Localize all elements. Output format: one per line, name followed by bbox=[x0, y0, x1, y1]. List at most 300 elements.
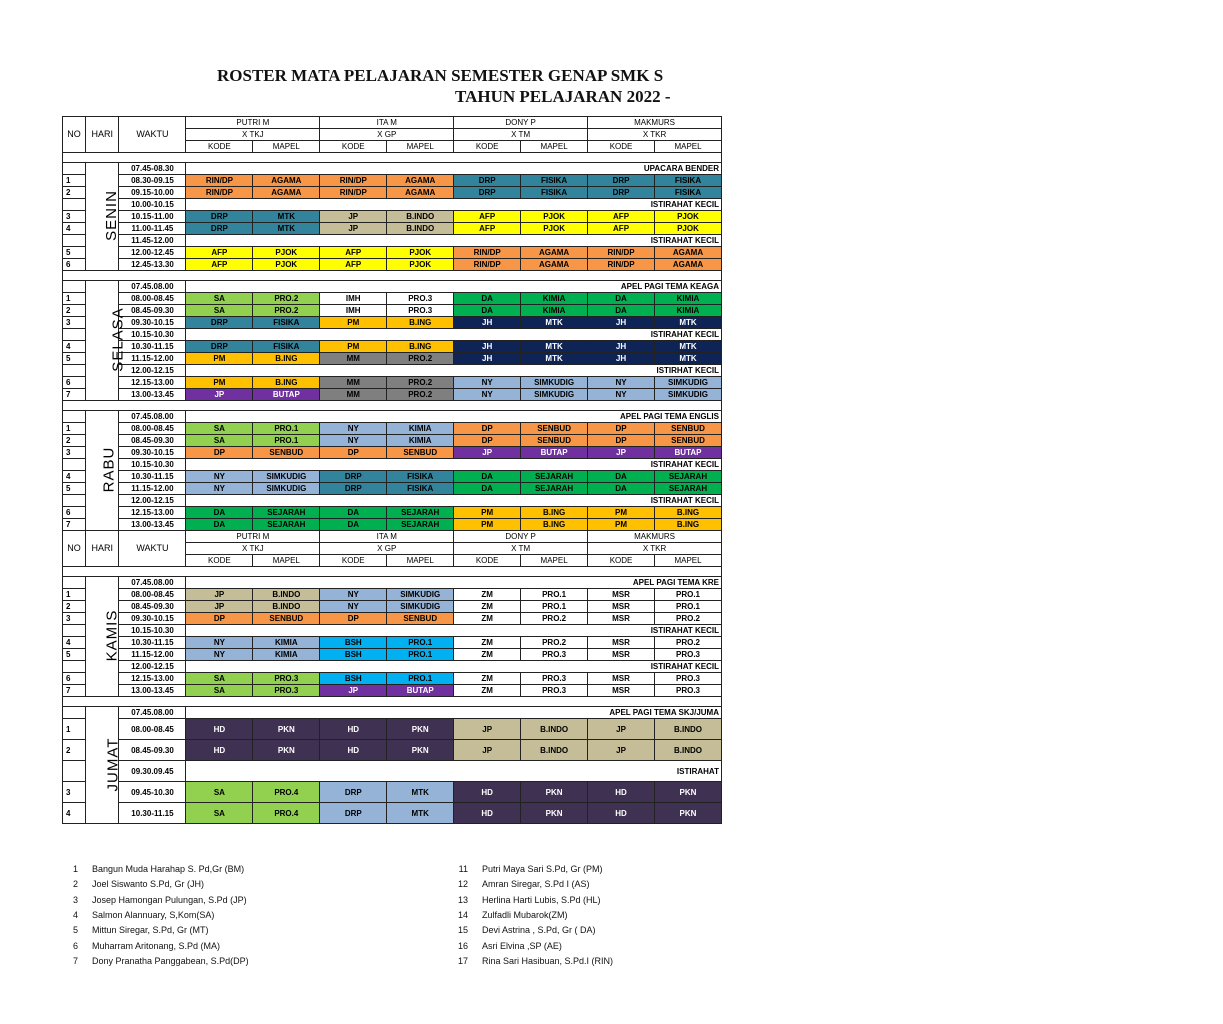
lesson-number: 3 bbox=[63, 211, 86, 223]
lesson-row bbox=[63, 803, 722, 824]
subject-name: MTK bbox=[387, 803, 454, 824]
subject-code: HD bbox=[588, 803, 655, 824]
time-slot: 11.15-12.00 bbox=[119, 649, 186, 661]
time-slot: 13.00-13.45 bbox=[119, 389, 186, 401]
subject-code: JH bbox=[454, 317, 521, 329]
time-slot: 08.00-08.45 bbox=[119, 719, 186, 740]
time-slot: 12.45-13.30 bbox=[119, 259, 186, 271]
header-teacher: DONY P bbox=[454, 117, 588, 129]
subject-code: DA bbox=[588, 483, 655, 495]
subject-name: MTK bbox=[521, 353, 588, 365]
subject-code: SA bbox=[186, 782, 253, 803]
header-mapel: MAPEL bbox=[387, 141, 454, 153]
lesson-number: 6 bbox=[63, 507, 86, 519]
header-kode: KODE bbox=[320, 555, 387, 567]
teacher-number: 11 bbox=[458, 864, 468, 874]
teacher-number: 12 bbox=[457, 879, 468, 890]
time-slot: 09.30-10.15 bbox=[119, 447, 186, 459]
subject-code: NY bbox=[186, 471, 253, 483]
break-row bbox=[63, 329, 722, 341]
subject-name: SIMKUDIG bbox=[521, 377, 588, 389]
break-row bbox=[63, 707, 722, 719]
subject-name: PRO.1 bbox=[387, 673, 454, 685]
subject-name: PRO.2 bbox=[387, 377, 454, 389]
subject-code: JP bbox=[588, 740, 655, 761]
lesson-number: 1 bbox=[63, 423, 86, 435]
lesson-number: 5 bbox=[63, 649, 86, 661]
subject-code: PM bbox=[320, 341, 387, 353]
break-label: ISTIRAHAT KECIL bbox=[186, 329, 722, 341]
day-label-cell bbox=[86, 163, 119, 271]
subject-code: HD bbox=[186, 719, 253, 740]
subject-name: MTK bbox=[655, 341, 722, 353]
subject-code: SA bbox=[186, 685, 253, 697]
lesson-number: 1 bbox=[63, 293, 86, 305]
header-mapel: MAPEL bbox=[521, 555, 588, 567]
subject-code: DP bbox=[320, 447, 387, 459]
day-label-cell bbox=[86, 707, 122, 824]
lesson-row bbox=[63, 435, 722, 447]
lesson-row bbox=[63, 317, 722, 329]
lesson-number bbox=[63, 199, 86, 211]
header-teacher: PUTRI M bbox=[186, 117, 320, 129]
subject-code: AFP bbox=[320, 259, 387, 271]
teacher-entry bbox=[446, 941, 562, 951]
break-label: ISTIRHAT KECIL bbox=[186, 365, 722, 377]
header-row bbox=[63, 531, 722, 543]
lesson-number: 7 bbox=[63, 685, 86, 697]
lesson-row bbox=[63, 601, 722, 613]
subject-name: PJOK bbox=[253, 259, 320, 271]
subject-name: B.INDO bbox=[387, 223, 454, 235]
lesson-row bbox=[63, 673, 722, 685]
time-slot: 09.45-10.30 bbox=[119, 782, 186, 803]
break-row bbox=[63, 577, 722, 589]
subject-name: KIMIA bbox=[521, 293, 588, 305]
lesson-number bbox=[63, 329, 86, 341]
subject-code: RIN/DP bbox=[186, 187, 253, 199]
subject-name: BUTAP bbox=[387, 685, 454, 697]
subject-name: SENBUD bbox=[253, 447, 320, 459]
subject-code: DA bbox=[454, 293, 521, 305]
subject-name: PRO.2 bbox=[655, 637, 722, 649]
subject-code: MSR bbox=[588, 601, 655, 613]
subject-name: PRO.3 bbox=[655, 649, 722, 661]
subject-name: B.ING bbox=[655, 507, 722, 519]
subject-code: NY bbox=[454, 377, 521, 389]
lesson-number bbox=[63, 495, 86, 507]
header-mapel: MAPEL bbox=[253, 555, 320, 567]
lesson-row bbox=[63, 589, 722, 601]
subject-name: PRO.1 bbox=[655, 601, 722, 613]
lesson-number: 4 bbox=[63, 471, 86, 483]
subject-code: DP bbox=[320, 613, 387, 625]
teacher-number: 3 bbox=[72, 894, 78, 905]
header-class: X TKR bbox=[588, 543, 722, 555]
day-name: SELASA bbox=[109, 307, 127, 372]
subject-name: PKN bbox=[387, 740, 454, 761]
teacher-entry bbox=[56, 864, 244, 874]
subject-code: NY bbox=[588, 389, 655, 401]
subject-code: AFP bbox=[320, 247, 387, 259]
lesson-row bbox=[63, 305, 722, 317]
time-slot: 08.00-08.45 bbox=[119, 293, 186, 305]
header-class: X TKJ bbox=[186, 129, 320, 141]
lesson-row bbox=[63, 613, 722, 625]
teacher-number: 16 bbox=[457, 940, 468, 951]
subject-name: SEJARAH bbox=[521, 483, 588, 495]
teacher-name: Bangun Muda Harahap S. Pd,Gr (BM) bbox=[92, 864, 245, 874]
subject-name: PRO.2 bbox=[655, 613, 722, 625]
time-slot: 10.15-11.00 bbox=[119, 211, 186, 223]
lesson-row bbox=[63, 187, 722, 199]
time-slot: 12.00-12.15 bbox=[119, 365, 186, 377]
subject-code: HD bbox=[186, 740, 253, 761]
subject-code: DRP bbox=[320, 483, 387, 495]
subject-code: DP bbox=[588, 423, 655, 435]
subject-name: MTK bbox=[387, 782, 454, 803]
document-subtitle: TAHUN PELAJARAN 2022 - bbox=[455, 87, 671, 106]
header-class: X TM bbox=[454, 543, 588, 555]
subject-code: JP bbox=[186, 589, 253, 601]
subject-name: SENBUD bbox=[521, 435, 588, 447]
teacher-number: 7 bbox=[72, 955, 78, 966]
subject-name: B.ING bbox=[655, 519, 722, 531]
subject-code: MSR bbox=[588, 685, 655, 697]
subject-code: AFP bbox=[588, 211, 655, 223]
teacher-number: 4 bbox=[72, 909, 78, 920]
subject-name: PRO.3 bbox=[253, 685, 320, 697]
lesson-number: 4 bbox=[63, 341, 86, 353]
subject-name: KIMIA bbox=[655, 293, 722, 305]
break-row bbox=[63, 661, 722, 673]
subject-code: PM bbox=[186, 377, 253, 389]
lesson-row bbox=[63, 782, 722, 803]
time-slot: 10.15-10.30 bbox=[119, 625, 186, 637]
lesson-row bbox=[63, 447, 722, 459]
header-kode: KODE bbox=[454, 555, 521, 567]
subject-code: RIN/DP bbox=[320, 175, 387, 187]
subject-code: DP bbox=[454, 435, 521, 447]
subject-code: ZM bbox=[454, 649, 521, 661]
teacher-name: Muharram Aritonang, S.Pd (MA) bbox=[92, 940, 221, 951]
lesson-row bbox=[63, 649, 722, 661]
teacher-number: 13 bbox=[457, 894, 468, 905]
subject-code: RIN/DP bbox=[320, 187, 387, 199]
teacher-name: Zulfadli Mubarok(ZM) bbox=[482, 909, 568, 920]
lesson-number: 4 bbox=[63, 223, 86, 235]
break-label: APEL PAGI TEMA ENGLIS bbox=[186, 411, 722, 423]
subject-code: DP bbox=[186, 613, 253, 625]
subject-name: PRO.3 bbox=[253, 673, 320, 685]
lesson-row bbox=[63, 507, 722, 519]
time-slot: 08.45-09.30 bbox=[119, 740, 186, 761]
header-no: NO bbox=[63, 117, 86, 153]
lesson-number bbox=[63, 411, 86, 423]
subject-code: BSH bbox=[320, 673, 387, 685]
time-slot: 13.00-13.45 bbox=[119, 519, 186, 531]
subject-name: PRO.3 bbox=[655, 673, 722, 685]
subject-code: NY bbox=[186, 649, 253, 661]
subject-code: RIN/DP bbox=[454, 259, 521, 271]
subject-code: AFP bbox=[186, 259, 253, 271]
lesson-number: 2 bbox=[63, 601, 86, 613]
subject-code: DA bbox=[320, 507, 387, 519]
subject-code: JP bbox=[186, 601, 253, 613]
subject-name: PRO.1 bbox=[521, 601, 588, 613]
lesson-row bbox=[63, 740, 722, 761]
lesson-number bbox=[63, 459, 86, 471]
break-label: UPACARA BENDER bbox=[186, 163, 722, 175]
subject-name: KIMIA bbox=[387, 435, 454, 447]
subject-name: PRO.3 bbox=[387, 305, 454, 317]
subject-name: PRO.4 bbox=[253, 803, 320, 824]
subject-name: PRO.2 bbox=[387, 353, 454, 365]
day-label-cell bbox=[86, 577, 119, 697]
break-row bbox=[63, 163, 722, 175]
lesson-number: 7 bbox=[63, 389, 86, 401]
subject-name: PRO.2 bbox=[521, 613, 588, 625]
teacher-name: Amran Siregar, S.Pd I (AS) bbox=[482, 879, 590, 890]
subject-name: B.ING bbox=[387, 341, 454, 353]
break-row bbox=[63, 459, 722, 471]
time-slot: 08.00-08.45 bbox=[119, 423, 186, 435]
lesson-row bbox=[63, 471, 722, 483]
teacher-entry bbox=[56, 925, 209, 935]
teacher-name: Mittun Siregar, S.Pd, Gr (MT) bbox=[92, 925, 209, 936]
subject-name: PRO.1 bbox=[387, 637, 454, 649]
subject-code: RIN/DP bbox=[186, 175, 253, 187]
subject-name: KIMIA bbox=[387, 423, 454, 435]
day-name: SENIN bbox=[102, 190, 120, 241]
lesson-number: 1 bbox=[63, 175, 86, 187]
subject-name: SEJARAH bbox=[521, 471, 588, 483]
subject-name: SEJARAH bbox=[655, 471, 722, 483]
lesson-row bbox=[63, 637, 722, 649]
subject-code: DP bbox=[454, 423, 521, 435]
lesson-row bbox=[63, 389, 722, 401]
subject-name: PJOK bbox=[655, 211, 722, 223]
subject-code: JP bbox=[588, 447, 655, 459]
lesson-number: 7 bbox=[63, 519, 86, 531]
spacer-cell bbox=[63, 567, 722, 577]
subject-name: SEJARAH bbox=[655, 483, 722, 495]
subject-code: AFP bbox=[454, 223, 521, 235]
header-kode: KODE bbox=[186, 141, 253, 153]
subject-code: AFP bbox=[454, 211, 521, 223]
teacher-entry bbox=[56, 941, 220, 951]
subject-name: SIMKUDIG bbox=[387, 601, 454, 613]
subject-code: DA bbox=[588, 293, 655, 305]
time-slot: 07.45.08.00 bbox=[119, 281, 186, 293]
subject-code: DA bbox=[186, 519, 253, 531]
header-mapel: MAPEL bbox=[521, 141, 588, 153]
subject-code: ZM bbox=[454, 685, 521, 697]
spacer-row bbox=[63, 401, 722, 411]
subject-code: NY bbox=[320, 601, 387, 613]
subject-name: FISIKA bbox=[387, 483, 454, 495]
subject-name: FISIKA bbox=[521, 175, 588, 187]
lesson-number bbox=[63, 661, 86, 673]
subject-code: DRP bbox=[186, 211, 253, 223]
subject-code: AFP bbox=[186, 247, 253, 259]
time-slot: 07.45-08.30 bbox=[119, 163, 186, 175]
lesson-number: 5 bbox=[63, 483, 86, 495]
lesson-row bbox=[63, 341, 722, 353]
lesson-number: 6 bbox=[63, 259, 86, 271]
time-slot: 12.00-12.15 bbox=[119, 661, 186, 673]
header-waktu: WAKTU bbox=[119, 117, 186, 153]
lesson-row bbox=[63, 519, 722, 531]
break-label: ISTIRAHAT KECIL bbox=[186, 235, 722, 247]
subject-name: AGAMA bbox=[387, 187, 454, 199]
subject-name: B.INDO bbox=[253, 601, 320, 613]
header-kode: KODE bbox=[320, 141, 387, 153]
subject-code: DRP bbox=[588, 187, 655, 199]
spacer-row bbox=[63, 271, 722, 281]
subject-name: PRO.3 bbox=[387, 293, 454, 305]
subject-code: DRP bbox=[186, 317, 253, 329]
time-slot: 09.30.09.45 bbox=[119, 761, 186, 782]
time-slot: 11.15-12.00 bbox=[119, 483, 186, 495]
subject-code: RIN/DP bbox=[454, 247, 521, 259]
break-row bbox=[63, 281, 722, 293]
lesson-row bbox=[63, 247, 722, 259]
subject-name: PJOK bbox=[521, 223, 588, 235]
subject-name: PKN bbox=[253, 740, 320, 761]
header-teacher: ITA M bbox=[320, 117, 454, 129]
subject-code: DA bbox=[454, 483, 521, 495]
subject-code: AFP bbox=[588, 223, 655, 235]
subject-name: PJOK bbox=[387, 259, 454, 271]
time-slot: 11.00-11.45 bbox=[119, 223, 186, 235]
header-teacher: MAKMURS bbox=[588, 531, 722, 543]
teacher-entry bbox=[56, 895, 247, 905]
subject-name: PRO.3 bbox=[521, 685, 588, 697]
break-row bbox=[63, 625, 722, 637]
subject-code: SA bbox=[186, 305, 253, 317]
subject-code: MSR bbox=[588, 589, 655, 601]
subject-name: SENBUD bbox=[521, 423, 588, 435]
subject-name: PRO.3 bbox=[521, 673, 588, 685]
subject-code: PM bbox=[454, 519, 521, 531]
lesson-number: 2 bbox=[63, 187, 86, 199]
subject-name: BUTAP bbox=[655, 447, 722, 459]
header-waktu: WAKTU bbox=[119, 531, 186, 567]
time-slot: 12.00-12.45 bbox=[119, 247, 186, 259]
subject-code: DP bbox=[588, 435, 655, 447]
subject-name: MTK bbox=[655, 317, 722, 329]
subject-name: KIMIA bbox=[655, 305, 722, 317]
teacher-number: 17 bbox=[457, 955, 468, 966]
teacher-entry bbox=[446, 910, 568, 920]
time-slot: 09.15-10.00 bbox=[119, 187, 186, 199]
lesson-number: 2 bbox=[63, 435, 86, 447]
subject-name: PRO.1 bbox=[655, 589, 722, 601]
teacher-name: Herlina Harti Lubis, S.Pd (HL) bbox=[482, 894, 601, 905]
subject-code: JP bbox=[588, 719, 655, 740]
lesson-number: 3 bbox=[63, 317, 86, 329]
subject-code: ZM bbox=[454, 613, 521, 625]
header-kode: KODE bbox=[588, 555, 655, 567]
subject-code: JH bbox=[454, 341, 521, 353]
time-slot: 10.30-11.15 bbox=[119, 471, 186, 483]
header-row bbox=[63, 117, 722, 129]
time-slot: 08.00-08.45 bbox=[119, 589, 186, 601]
lesson-number: 4 bbox=[63, 637, 86, 649]
subject-code: BSH bbox=[320, 637, 387, 649]
header-class: X TKJ bbox=[186, 543, 320, 555]
subject-name: FISIKA bbox=[253, 317, 320, 329]
teacher-entry bbox=[446, 956, 613, 966]
subject-code: HD bbox=[588, 782, 655, 803]
subject-code: RIN/DP bbox=[588, 259, 655, 271]
subject-code: HD bbox=[454, 782, 521, 803]
time-slot: 08.45-09.30 bbox=[119, 601, 186, 613]
subject-name: AGAMA bbox=[655, 247, 722, 259]
subject-name: B.ING bbox=[253, 353, 320, 365]
lesson-row bbox=[63, 685, 722, 697]
subject-code: JP bbox=[320, 685, 387, 697]
subject-name: PRO.3 bbox=[521, 649, 588, 661]
subject-name: PKN bbox=[253, 719, 320, 740]
subject-code: ZM bbox=[454, 673, 521, 685]
lesson-number: 6 bbox=[63, 673, 86, 685]
lesson-row bbox=[63, 175, 722, 187]
document-title: ROSTER MATA PELAJARAN SEMESTER GENAP SMK S bbox=[217, 66, 664, 85]
lesson-number bbox=[63, 577, 86, 589]
subject-code: ZM bbox=[454, 637, 521, 649]
time-slot: 12.15-13.00 bbox=[119, 377, 186, 389]
break-label: ISTIRAHAT KECIL bbox=[186, 199, 722, 211]
subject-name: B.INDO bbox=[655, 719, 722, 740]
subject-code: JP bbox=[320, 211, 387, 223]
teacher-name: Josep Hamongan Pulungan, S.Pd (JP) bbox=[92, 894, 247, 905]
subject-code: DRP bbox=[320, 782, 387, 803]
subject-name: SIMKUDIG bbox=[253, 471, 320, 483]
subject-name: MTK bbox=[521, 317, 588, 329]
subject-name: PRO.2 bbox=[387, 389, 454, 401]
time-slot: 10.00-10.15 bbox=[119, 199, 186, 211]
lesson-number bbox=[63, 281, 86, 293]
subject-name: SEJARAH bbox=[387, 507, 454, 519]
lesson-number bbox=[63, 163, 86, 175]
lesson-number: 5 bbox=[63, 353, 86, 365]
spacer-cell bbox=[63, 271, 722, 281]
subject-code: NY bbox=[186, 637, 253, 649]
subject-name: PRO.1 bbox=[387, 649, 454, 661]
subject-name: SEJARAH bbox=[387, 519, 454, 531]
lesson-number bbox=[63, 707, 86, 719]
time-slot: 10.15-10.30 bbox=[119, 329, 186, 341]
subject-code: DRP bbox=[320, 471, 387, 483]
subject-code: NY bbox=[454, 389, 521, 401]
teacher-name: Salmon Alannuary, S,Kom(SA) bbox=[92, 909, 215, 920]
subject-code: JP bbox=[454, 447, 521, 459]
subject-name: B.INDO bbox=[521, 740, 588, 761]
teacher-name: Dony Pranatha Panggabean, S.Pd(DP) bbox=[92, 955, 249, 966]
time-slot: 07.45.08.00 bbox=[119, 577, 186, 589]
subject-name: PRO.2 bbox=[253, 305, 320, 317]
time-slot: 10.30-11.15 bbox=[119, 341, 186, 353]
subject-name: PKN bbox=[387, 719, 454, 740]
subject-code: SA bbox=[186, 293, 253, 305]
subject-code: MSR bbox=[588, 637, 655, 649]
roster-table bbox=[62, 116, 722, 824]
subject-name: PKN bbox=[655, 782, 722, 803]
subject-name: SENBUD bbox=[655, 435, 722, 447]
subject-code: DA bbox=[588, 305, 655, 317]
